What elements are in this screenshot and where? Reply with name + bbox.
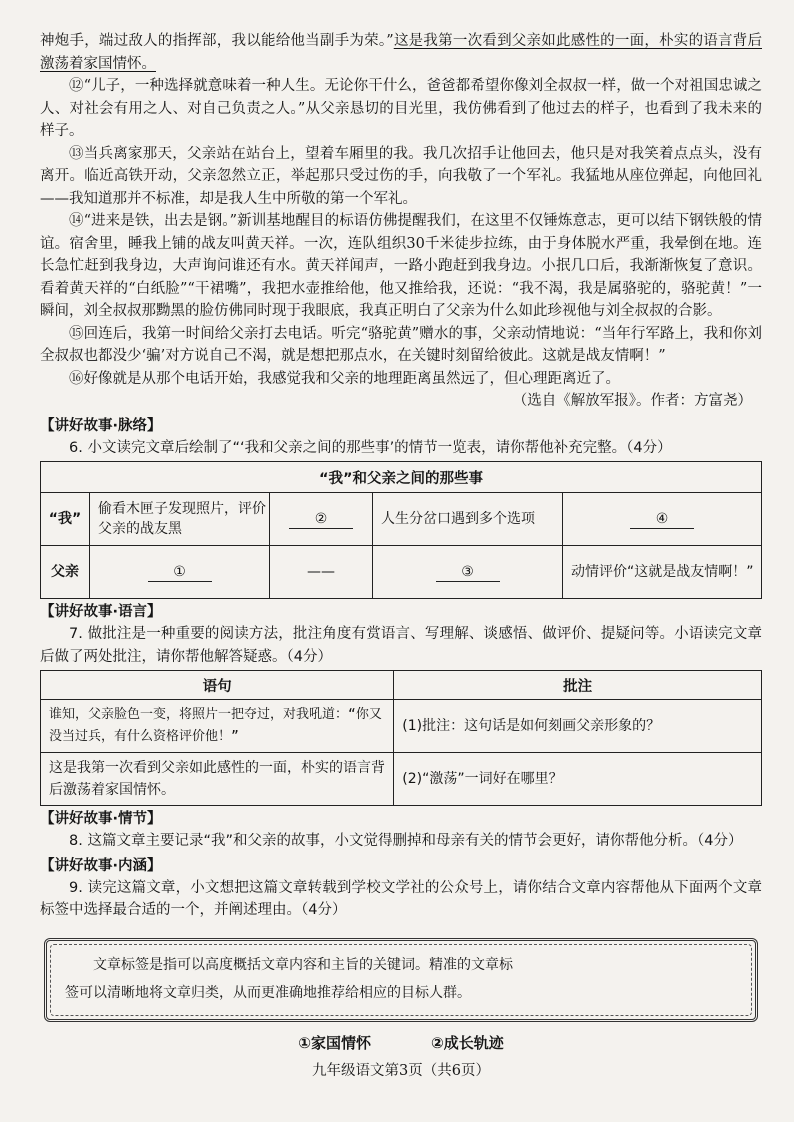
- paragraph-continued: [40, 30, 762, 75]
- tag-definition-line-2: 签可以清晰地将文章归类，从而更准确地推荐给相应的目标人群。: [65, 984, 471, 1001]
- blank-1[interactable]: ①: [148, 563, 212, 582]
- row-header-father: 父亲: [41, 546, 90, 599]
- source-citation: （选自《解放军报》。作者：方富尧）: [512, 393, 752, 409]
- option-growth-path[interactable]: ②成长轨迹: [431, 1033, 504, 1052]
- section-heading-q7: 【讲好故事·语言】: [40, 604, 162, 620]
- father-cell-4: 动情评价“这就是战友情啊！”: [563, 546, 762, 599]
- blank-3[interactable]: ③: [436, 563, 500, 582]
- question-7-stem: 7. 做批注是一种重要的阅读方法，批注角度有赏语言、写理解、谈感悟、做评价、提疑问等。小语读完文章后做了两处批注，请你帮他解答疑惑。（4分）: [40, 626, 762, 665]
- row-header-me: “我”: [41, 493, 90, 546]
- father-cell-2: ——: [270, 546, 373, 599]
- section-heading-q9: 【讲好故事·内涵】: [40, 857, 162, 874]
- paragraph-12: ⑫“儿子，一种选择就意味着一种人生。无论你干什么，爸爸都希望你像刘全叔叔一样，做一个对祖国忠诚之人、对社会有用之人、对自己负责之人。”从父亲恳切的目光里，我仿佛看到了他过去的样子，也看到了我未来的样子。: [40, 78, 762, 139]
- table-row: [41, 546, 762, 599]
- table-row: [41, 753, 762, 806]
- col-header-sentence: 语句: [41, 671, 394, 700]
- plot-table-title: “我”和父亲之间的那些事: [41, 462, 762, 493]
- plot-table: [40, 461, 762, 599]
- blank-2[interactable]: ②: [289, 510, 353, 529]
- tag-definition-line-1: 文章标签是指可以高度概括文章内容和主旨的关键词。精准的文章标: [93, 956, 513, 973]
- paragraph-15: ⑮回连后，我第一时间给父亲打去电话。听完“骆驼黄”赠水的事，父亲动情地说：“当年行军路上，我和你刘全叔叔也都没少‘骗’对方说自己不渴，就是想把那点水，在关键时刻留给彼此。这就是战友情啊！”: [40, 325, 762, 364]
- col-header-note: 批注: [394, 671, 762, 700]
- sentence-cell-2: 这是我第一次看到父亲如此感性的一面，朴实的语言背后激荡着家国情怀。: [41, 753, 394, 806]
- annotation-table: [40, 670, 762, 806]
- question-9-stem: 9. 读完这篇文章，小文想把这篇文章转载到学校文学社的公众号上，请你结合文章内容帮他从下面两个文章标签中选择最合适的一个，并阐述理由。（4分）: [40, 879, 762, 918]
- tag-definition-box: [44, 938, 758, 1022]
- exam-page: [40, 0, 762, 1080]
- father-cell-3: [373, 546, 563, 599]
- page-footer: 九年级语文第3页（共6页）: [312, 1062, 490, 1079]
- option-family-nation[interactable]: ①家国情怀: [298, 1033, 371, 1052]
- underlined-sentence: 这是我第一次看到父亲如此感性的一面，朴实的语言背后激荡着家国情怀。: [40, 33, 762, 72]
- paragraph-13: ⑬当兵离家那天，父亲站在站台上，望着车厢里的我。我几次招手让他回去，他只是对我笑着点点头，没有离开。临近高铁开动，父亲忽然立正，举起那只受过伤的手，向我敬了一个军礼。我猛地从座位弹起，向他回礼——我知道那并不标准，却是我人生中所敬的第一个军礼。: [40, 145, 762, 207]
- section-heading-q6: 【讲好故事·脉络】: [40, 417, 162, 434]
- paragraph-16: ⑯好像就是从那个电话开始，我感觉我和父亲的地理距离虽然远了，但心理距离近了。: [69, 370, 620, 387]
- note-cell-2: (2)“激荡”一词好在哪里？: [394, 753, 762, 806]
- tag-options: [40, 1032, 762, 1053]
- paragraph-14: ⑭“进来是铁，出去是钢。”新训基地醒目的标语仿佛提醒我们，在这里不仅锤炼意志，更可以结下钢铁般的情谊。宿舍里，睡我上铺的战友叫黄天祥。一次，连队组织30千米徒步拉练，由于身体脱水严重，我晕倒在地。连长急忙赶到我身边，大声询问谁还有水。黄天祥闻声，一路小跑赶到我身边。小抿几口后，我渐渐恢复了意识。看着黄天祥的“白纸脸”“干裙嘴”，我把水壶推给他，他又推给我，还说：“我不渴，我是属骆驼的，骆驼黄！”一瞬间，刘全叔叔那黝黑的脸仿佛同时现于我眼底，我真正明白了父亲为什么如此珍视他与刘全叔叔的合影。: [40, 213, 762, 319]
- note-cell-1: (1)批注：这句话是如何刻画父亲形象的？: [394, 700, 762, 753]
- me-cell-2: [270, 493, 373, 546]
- me-cell-4: [563, 493, 762, 546]
- father-cell-1: [90, 546, 270, 599]
- table-row: [41, 700, 762, 753]
- question-8-stem: 8. 这篇文章主要记录“我”和父亲的故事，小文觉得删掉和母亲有关的情节会更好，请你帮他分析。（4分）: [69, 833, 743, 849]
- table-row: [41, 493, 762, 546]
- question-6-stem: 6. 小文读完文章后绘制了“‘我和父亲之间的那些事’的情节一览表，请你帮他补充完整。（4分）: [69, 439, 672, 456]
- sentence-cell-1: 谁知，父亲脸色一变，将照片一把夺过，对我吼道：“你又没当过兵，有什么资格评价他！”: [41, 700, 394, 753]
- section-heading-q8: 【讲好故事·情节】: [40, 811, 162, 827]
- me-cell-1: 偷看木匣子发现照片，评价父亲的战友黑: [90, 493, 270, 546]
- blank-4[interactable]: ④: [630, 510, 694, 529]
- paragraph-continued-text: 神炮手，端过敌人的指挥部，我以能给他当副手为荣。”: [40, 33, 394, 49]
- me-cell-3: 人生分岔口遇到多个选项: [373, 493, 563, 546]
